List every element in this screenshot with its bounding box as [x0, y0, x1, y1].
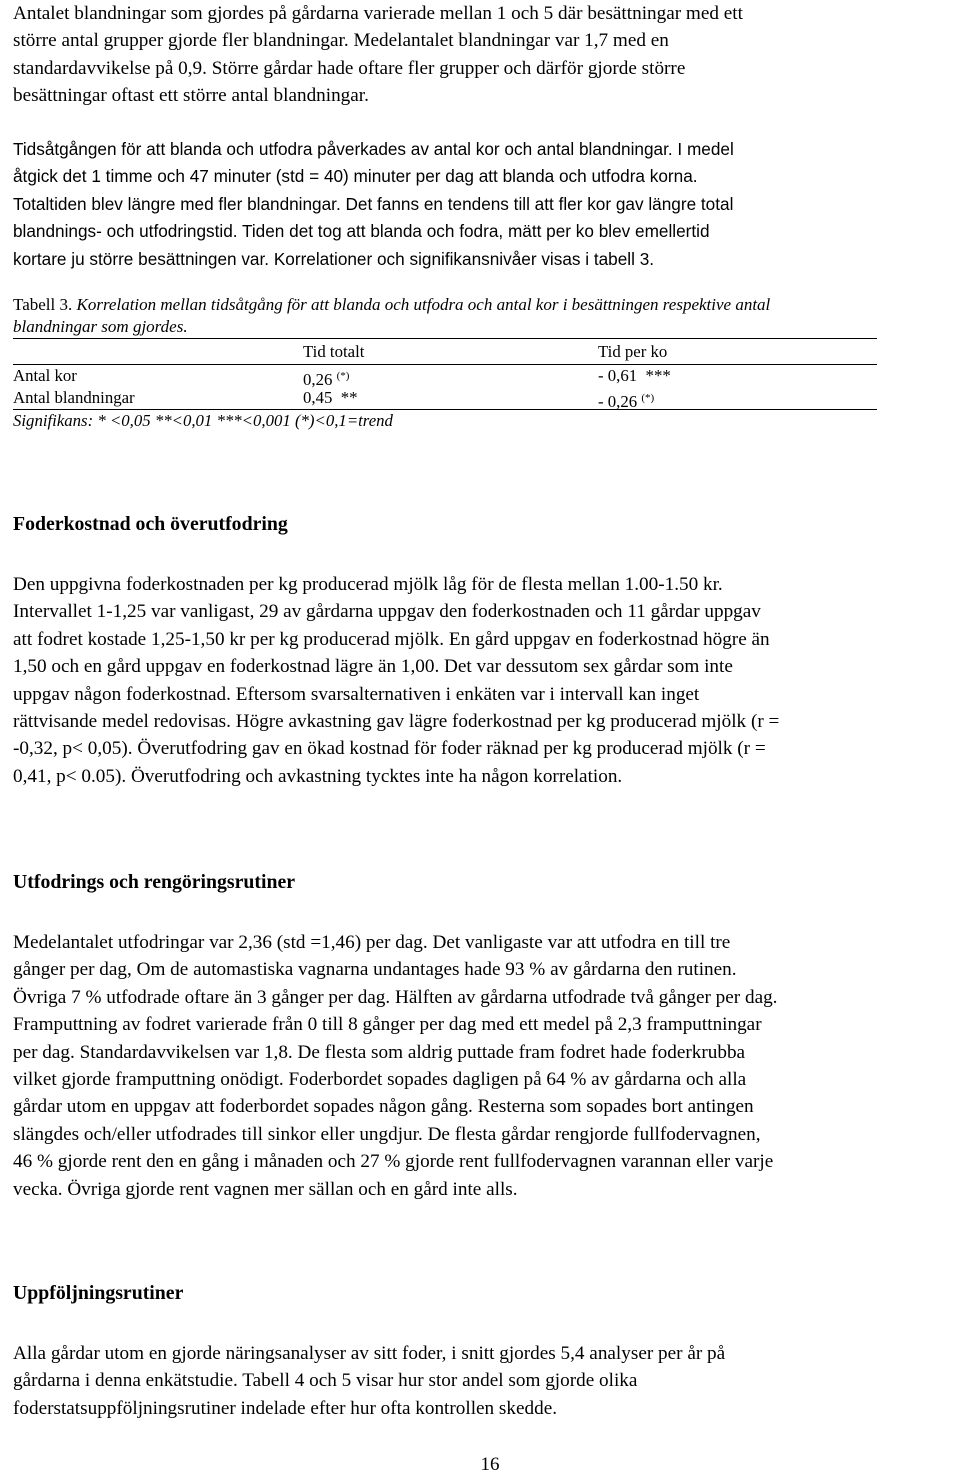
table-caption-text: Korrelation mellan tidsåtgång för att blanda och utfodra och antal kor i besättningen respektive antal blandningar som gjordes. [13, 295, 771, 336]
table-header-tid-totalt: Tid totalt [303, 342, 365, 361]
table-cell-number: 0,45 [303, 388, 333, 407]
table-cell-significance: *** [645, 366, 671, 385]
table-header-tid-per-ko: Tid per ko [598, 342, 668, 361]
table-cell-value [303, 388, 358, 408]
section-heading-followup: Uppföljningsrutiner [13, 1282, 184, 1304]
followup-paragraph: Alla gårdar utom en gjorde näringsanalyser av sitt foder, i snitt gjordes 5,4 analyser per år på gårdarna i denna enkätstudie. Tabell 4 och 5 visar hur stor andel som gjorde olika foderstatsuppföljningsrutiner indelade efter hur ofta kontrollen skedde. [13, 1343, 726, 1419]
table-significance-note: Signifikans: * <0,05 **<0,01 ***<0,001 (*)<0,1=trend [13, 411, 393, 430]
table-bottom-rule [13, 409, 877, 410]
table-cell-value [303, 366, 349, 390]
table-cell-significance: ** [340, 388, 358, 407]
table-cell-number: 0,26 [303, 370, 333, 389]
section-heading-feed-cost: Foderkostnad och överutfodring [13, 513, 288, 535]
section-heading-feeding-routines: Utfodrings och rengöringsrutiner [13, 871, 296, 893]
table-cell-significance: (*) [641, 392, 655, 404]
table-caption [13, 294, 913, 338]
table-cell-value [598, 366, 671, 386]
page-number: 16 [480, 1454, 500, 1475]
intro-paragraph: Antalet blandningar som gjordes på gårdarna varierade mellan 1 och 5 där besättningar med ett större antal grupper gjorde fler blandningar. Medelantalet blandningar var 1,7 med en standardavvikelse på 0,9. Större gårdar hade oftare fler grupper och därför gjorde större besättningar oftast ett större antal blandningar. [13, 3, 743, 107]
feed-cost-paragraph: Den uppgivna foderkostnaden per kg producerad mjölk låg för de flesta mellan 1.00-1.50 kr. Intervallet 1-1,25 var vanligast, 29 av gårdarna uppgav den foderkostnaden och 11 gårdar uppgav att fodret kostade 1,25-1,50 kr per kg producerad mjölk. En gård uppgav en foderkostnad högre än 1,50 och en gård uppgav en foderkostnad lägre än 1,00. Det var dessutom sex gårdar som inte uppgav någon foderkostnad. Eftersom svarsalternativen i enkäten var i intervall kan inget rättvisande medel redovisas. Högre avkastning gav lägre foderkostnad per kg producerad mjölk (r = -0,32, p< 0,05). Överutfodring gav en ökad kostnad för foder räknad per kg producerad mjölk (r = 0,41, p< 0.05). Överutfodring och avkastning tycktes inte ha någon korrelation. [13, 574, 780, 787]
table-header-rule [13, 364, 877, 365]
table-cell-number: - 0,26 [598, 392, 638, 411]
table-top-rule [13, 338, 877, 339]
table-caption-label: Tabell 3. [13, 295, 73, 314]
table-cell-number: - 0,61 [598, 366, 638, 385]
time-paragraph: Tidsåtgången för att blanda och utfodra påverkades av antal kor och antal blandningar. I medel åtgick det 1 timme och 47 minuter (std = 40) minuter per dag att blanda och utfodra korna. Totaltiden blev längre med fler blandningar. Det fanns en tendens till att fler kor gav längre total blandnings- och utfodringstid. Tiden det tog att blanda och fodra, mätt per ko blev emellertid kortare ju större besättningen var. Korrelationer och signifikansnivåer visas i tabell 3. [13, 139, 734, 269]
table-row-label: Antal kor [13, 366, 77, 385]
table-cell-significance: (*) [336, 370, 350, 382]
feeding-routines-paragraph: Medelantalet utfodringar var 2,36 (std =1,46) per dag. Det vanligaste var att utfodra en till tre gånger per dag, Om de automastiska vagnarna undantages hade 93 % av gårdarna den rutinen. Övriga 7 % utfodrade oftare än 3 gånger per dag. Hälften av gårdarna utfodrade två gånger per dag. Framputtning av fodret varierade från 0 till 8 gånger per dag med ett medel på 2,3 framputtningar per dag. Standardavvikelsen var 1,8. De flesta som aldrig puttade fram fodret hade foderkrubba vilket gjorde framputtning onödigt. Foderbordet sopades dagligen på 64 % av gårdarna och alla gårdar utom en uppgav att foderbordet sopades någon gång. Resterna som sopades bort antingen slängdes och/eller utfodrades till sinkor eller ungdjur. De flesta gårdar rengjorde fullfodervagnen, 46 % gjorde rent den en gång i månaden och 27 % gjorde rent fullfodervagnen varannan eller varje vecka. Övriga gjorde rent vagnen mer sällan och en gård inte alls. [13, 932, 778, 1200]
table-row-label: Antal blandningar [13, 388, 135, 407]
